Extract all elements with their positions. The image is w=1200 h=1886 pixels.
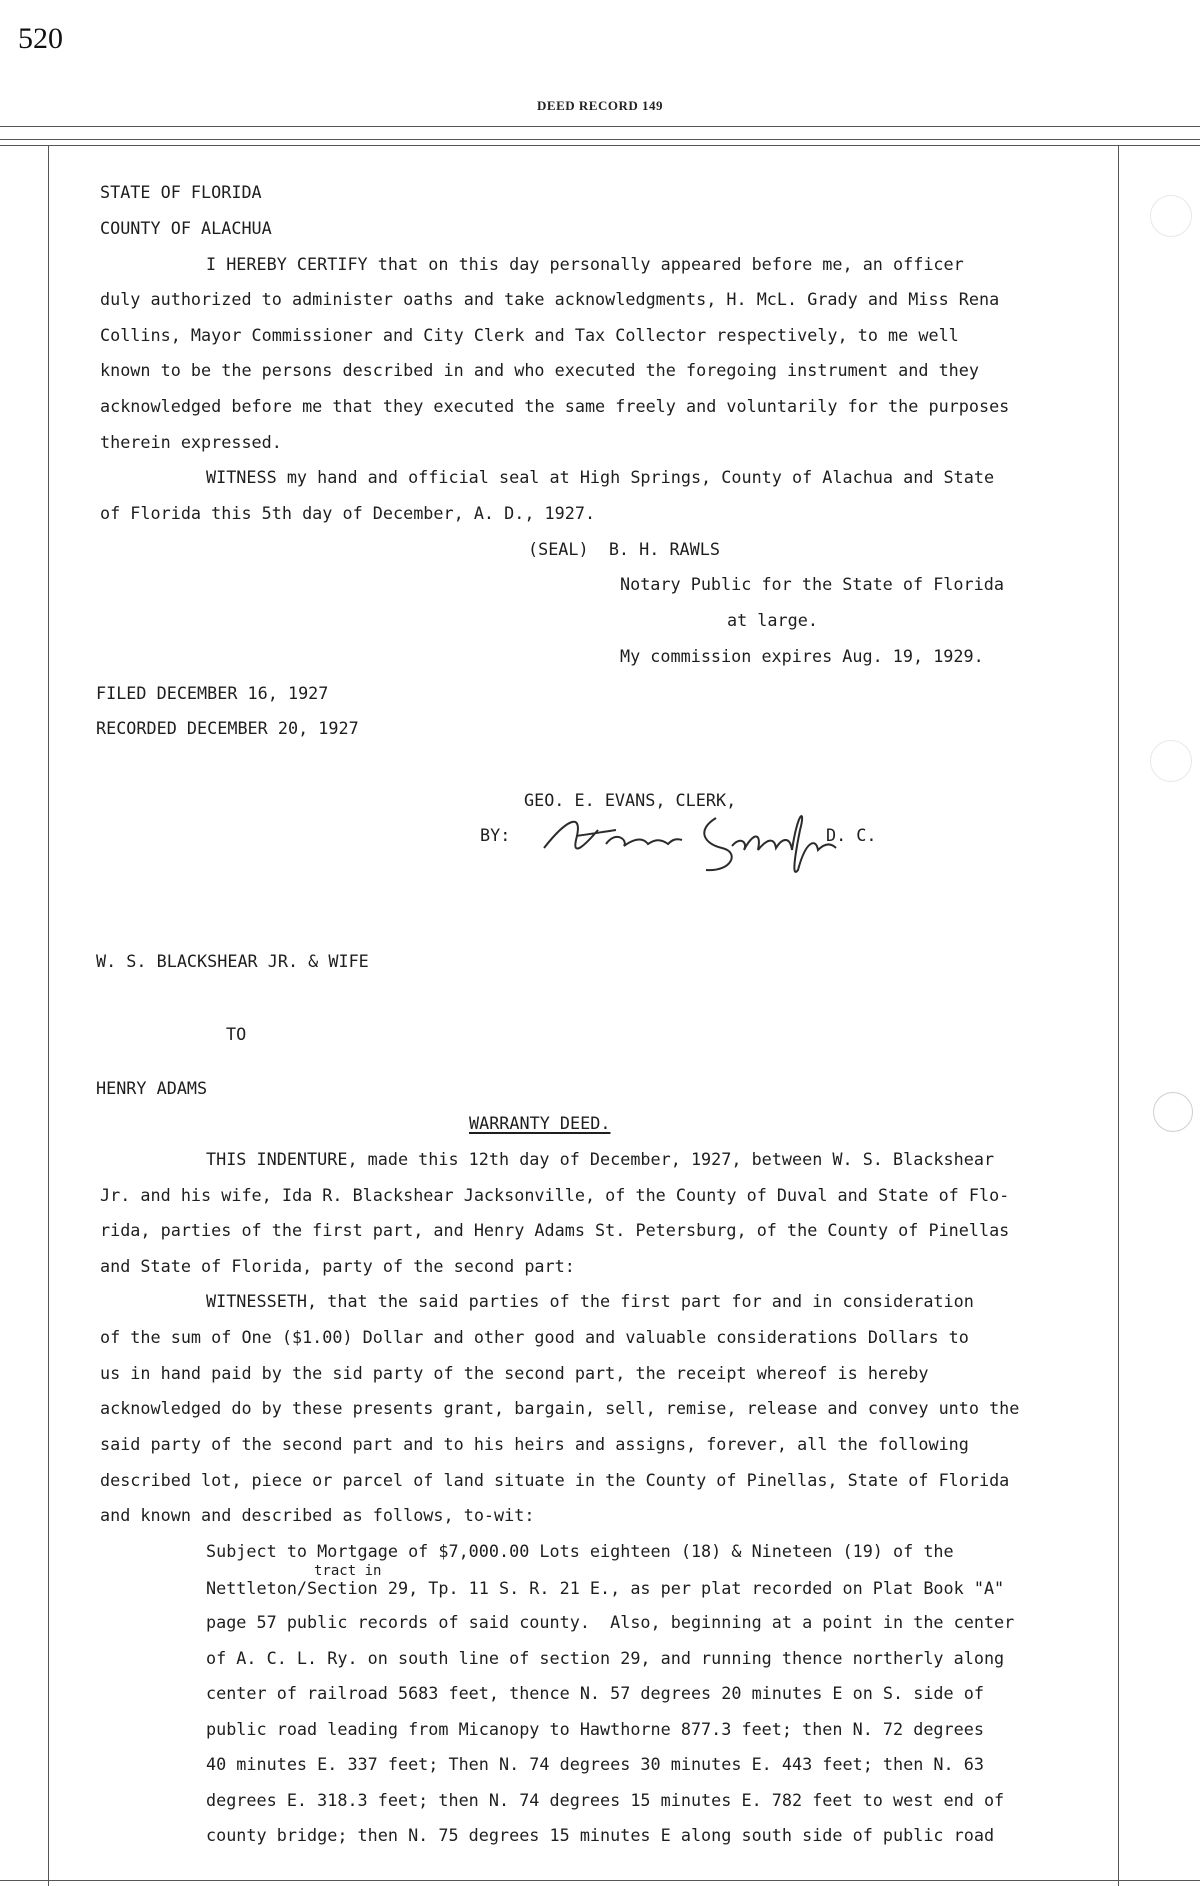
margin-mark bbox=[1150, 740, 1192, 782]
recorded-date: RECORDED DECEMBER 20, 1927 bbox=[96, 718, 359, 738]
legal-description-line: center of railroad 5683 feet, thence N. 57 degrees 20 minutes E on S. side of bbox=[206, 1683, 984, 1703]
witnesseth-line: described lot, piece or parcel of land situate in the County of Pinellas, State of Florida bbox=[100, 1470, 1010, 1490]
certificate-line: known to be the persons described in and who executed the foregoing instrument and they bbox=[100, 360, 979, 380]
notary-at-large: at large. bbox=[727, 610, 818, 630]
deed-title: WARRANTY DEED. bbox=[469, 1113, 611, 1133]
indenture-line: rida, parties of the first part, and Henry Adams St. Petersburg, of the County of Pinellas bbox=[100, 1220, 1010, 1240]
state-line: STATE OF FLORIDA bbox=[100, 182, 262, 202]
deputy-clerk-label: D. C. bbox=[826, 825, 877, 845]
witness-line: WITNESS my hand and official seal at High Springs, County of Alachua and State bbox=[206, 467, 995, 487]
witnesseth-line: of the sum of One ($1.00) Dollar and other good and valuable considerations Dollars to bbox=[100, 1327, 969, 1347]
interlinear-insertion: tract in bbox=[314, 1563, 382, 1579]
header-rule bbox=[0, 126, 1200, 127]
indenture-line: THIS INDENTURE, made this 12th day of December, 1927, between W. S. Blackshear bbox=[206, 1149, 995, 1169]
legal-description-line: page 57 public records of said county. Also, beginning at a point in the center bbox=[206, 1612, 1015, 1632]
clerk-name: GEO. E. EVANS, CLERK, bbox=[524, 790, 737, 810]
witnesseth-line: and known and described as follows, to-wit: bbox=[100, 1505, 535, 1525]
clerk-signature bbox=[536, 800, 856, 880]
seal-notary-name: (SEAL) B. H. RAWLS bbox=[528, 539, 720, 559]
witnesseth-line: us in hand paid by the sid party of the second part, the receipt whereof is hereby bbox=[100, 1363, 929, 1383]
certificate-line: duly authorized to administer oaths and take acknowledgments, H. McL. Grady and Miss Rena bbox=[100, 289, 1000, 309]
legal-description-line: of A. C. L. Ry. on south line of section 29, and running thence northerly along bbox=[206, 1648, 1005, 1668]
legal-description-line: county bridge; then N. 75 degrees 15 minutes E along south side of public road bbox=[206, 1825, 995, 1845]
record-book-title: DEED RECORD 149 bbox=[537, 98, 663, 113]
grantee-heading: HENRY ADAMS bbox=[96, 1078, 208, 1098]
left-margin-line bbox=[48, 145, 49, 1886]
right-margin-line bbox=[1118, 145, 1119, 1886]
margin-mark bbox=[1150, 195, 1192, 237]
header-rule-double bbox=[0, 145, 1200, 146]
county-line: COUNTY OF ALACHUA bbox=[100, 218, 272, 238]
legal-description-line: degrees E. 318.3 feet; then N. 74 degrees 15 minutes E. 782 feet to west end of bbox=[206, 1790, 1005, 1810]
by-label: BY: bbox=[480, 825, 511, 845]
header-rule-double bbox=[0, 139, 1200, 140]
certificate-line: Collins, Mayor Commissioner and City Clerk and Tax Collector respectively, to me well bbox=[100, 325, 959, 345]
certificate-line: therein expressed. bbox=[100, 432, 282, 452]
page-number: 520 bbox=[18, 22, 63, 55]
indenture-line: Jr. and his wife, Ida R. Blackshear Jacksonville, of the County of Duval and State of Flo- bbox=[100, 1185, 1010, 1205]
indenture-line: and State of Florida, party of the second part: bbox=[100, 1256, 575, 1276]
certificate-line: acknowledged before me that they executed the same freely and voluntarily for the purposes bbox=[100, 396, 1010, 416]
certificate-line: I HEREBY CERTIFY that on this day personally appeared before me, an officer bbox=[206, 254, 964, 274]
filed-date: FILED DECEMBER 16, 1927 bbox=[96, 683, 329, 703]
to-heading: TO bbox=[226, 1024, 247, 1044]
footer-rule bbox=[0, 1880, 1200, 1881]
grantor-heading: W. S. BLACKSHEAR JR. & WIFE bbox=[96, 951, 369, 971]
witnesseth-line: said party of the second part and to his heirs and assigns, forever, all the following bbox=[100, 1434, 969, 1454]
witnesseth-line: WITNESSETH, that the said parties of the first part for and in consideration bbox=[206, 1291, 974, 1311]
legal-description-line: Subject to Mortgage of $7,000.00 Lots eighteen (18) & Nineteen (19) of the bbox=[206, 1541, 954, 1561]
notary-title: Notary Public for the State of Florida bbox=[620, 574, 1004, 594]
witnesseth-line: acknowledged do by these presents grant, bargain, sell, remise, release and convey unto the bbox=[100, 1398, 1020, 1418]
commission-expiry: My commission expires Aug. 19, 1929. bbox=[620, 646, 984, 666]
legal-description-line: Nettleton/Section 29, Tp. 11 S. R. 21 E., as per plat recorded on Plat Book "A" bbox=[206, 1578, 1005, 1598]
legal-description-line: 40 minutes E. 337 feet; Then N. 74 degrees 30 minutes E. 443 feet; then N. 63 bbox=[206, 1754, 984, 1774]
legal-description-line: public road leading from Micanopy to Hawthorne 877.3 feet; then N. 72 degrees bbox=[206, 1719, 984, 1739]
binder-hole bbox=[1153, 1092, 1193, 1132]
witness-line: of Florida this 5th day of December, A. D., 1927. bbox=[100, 503, 596, 523]
